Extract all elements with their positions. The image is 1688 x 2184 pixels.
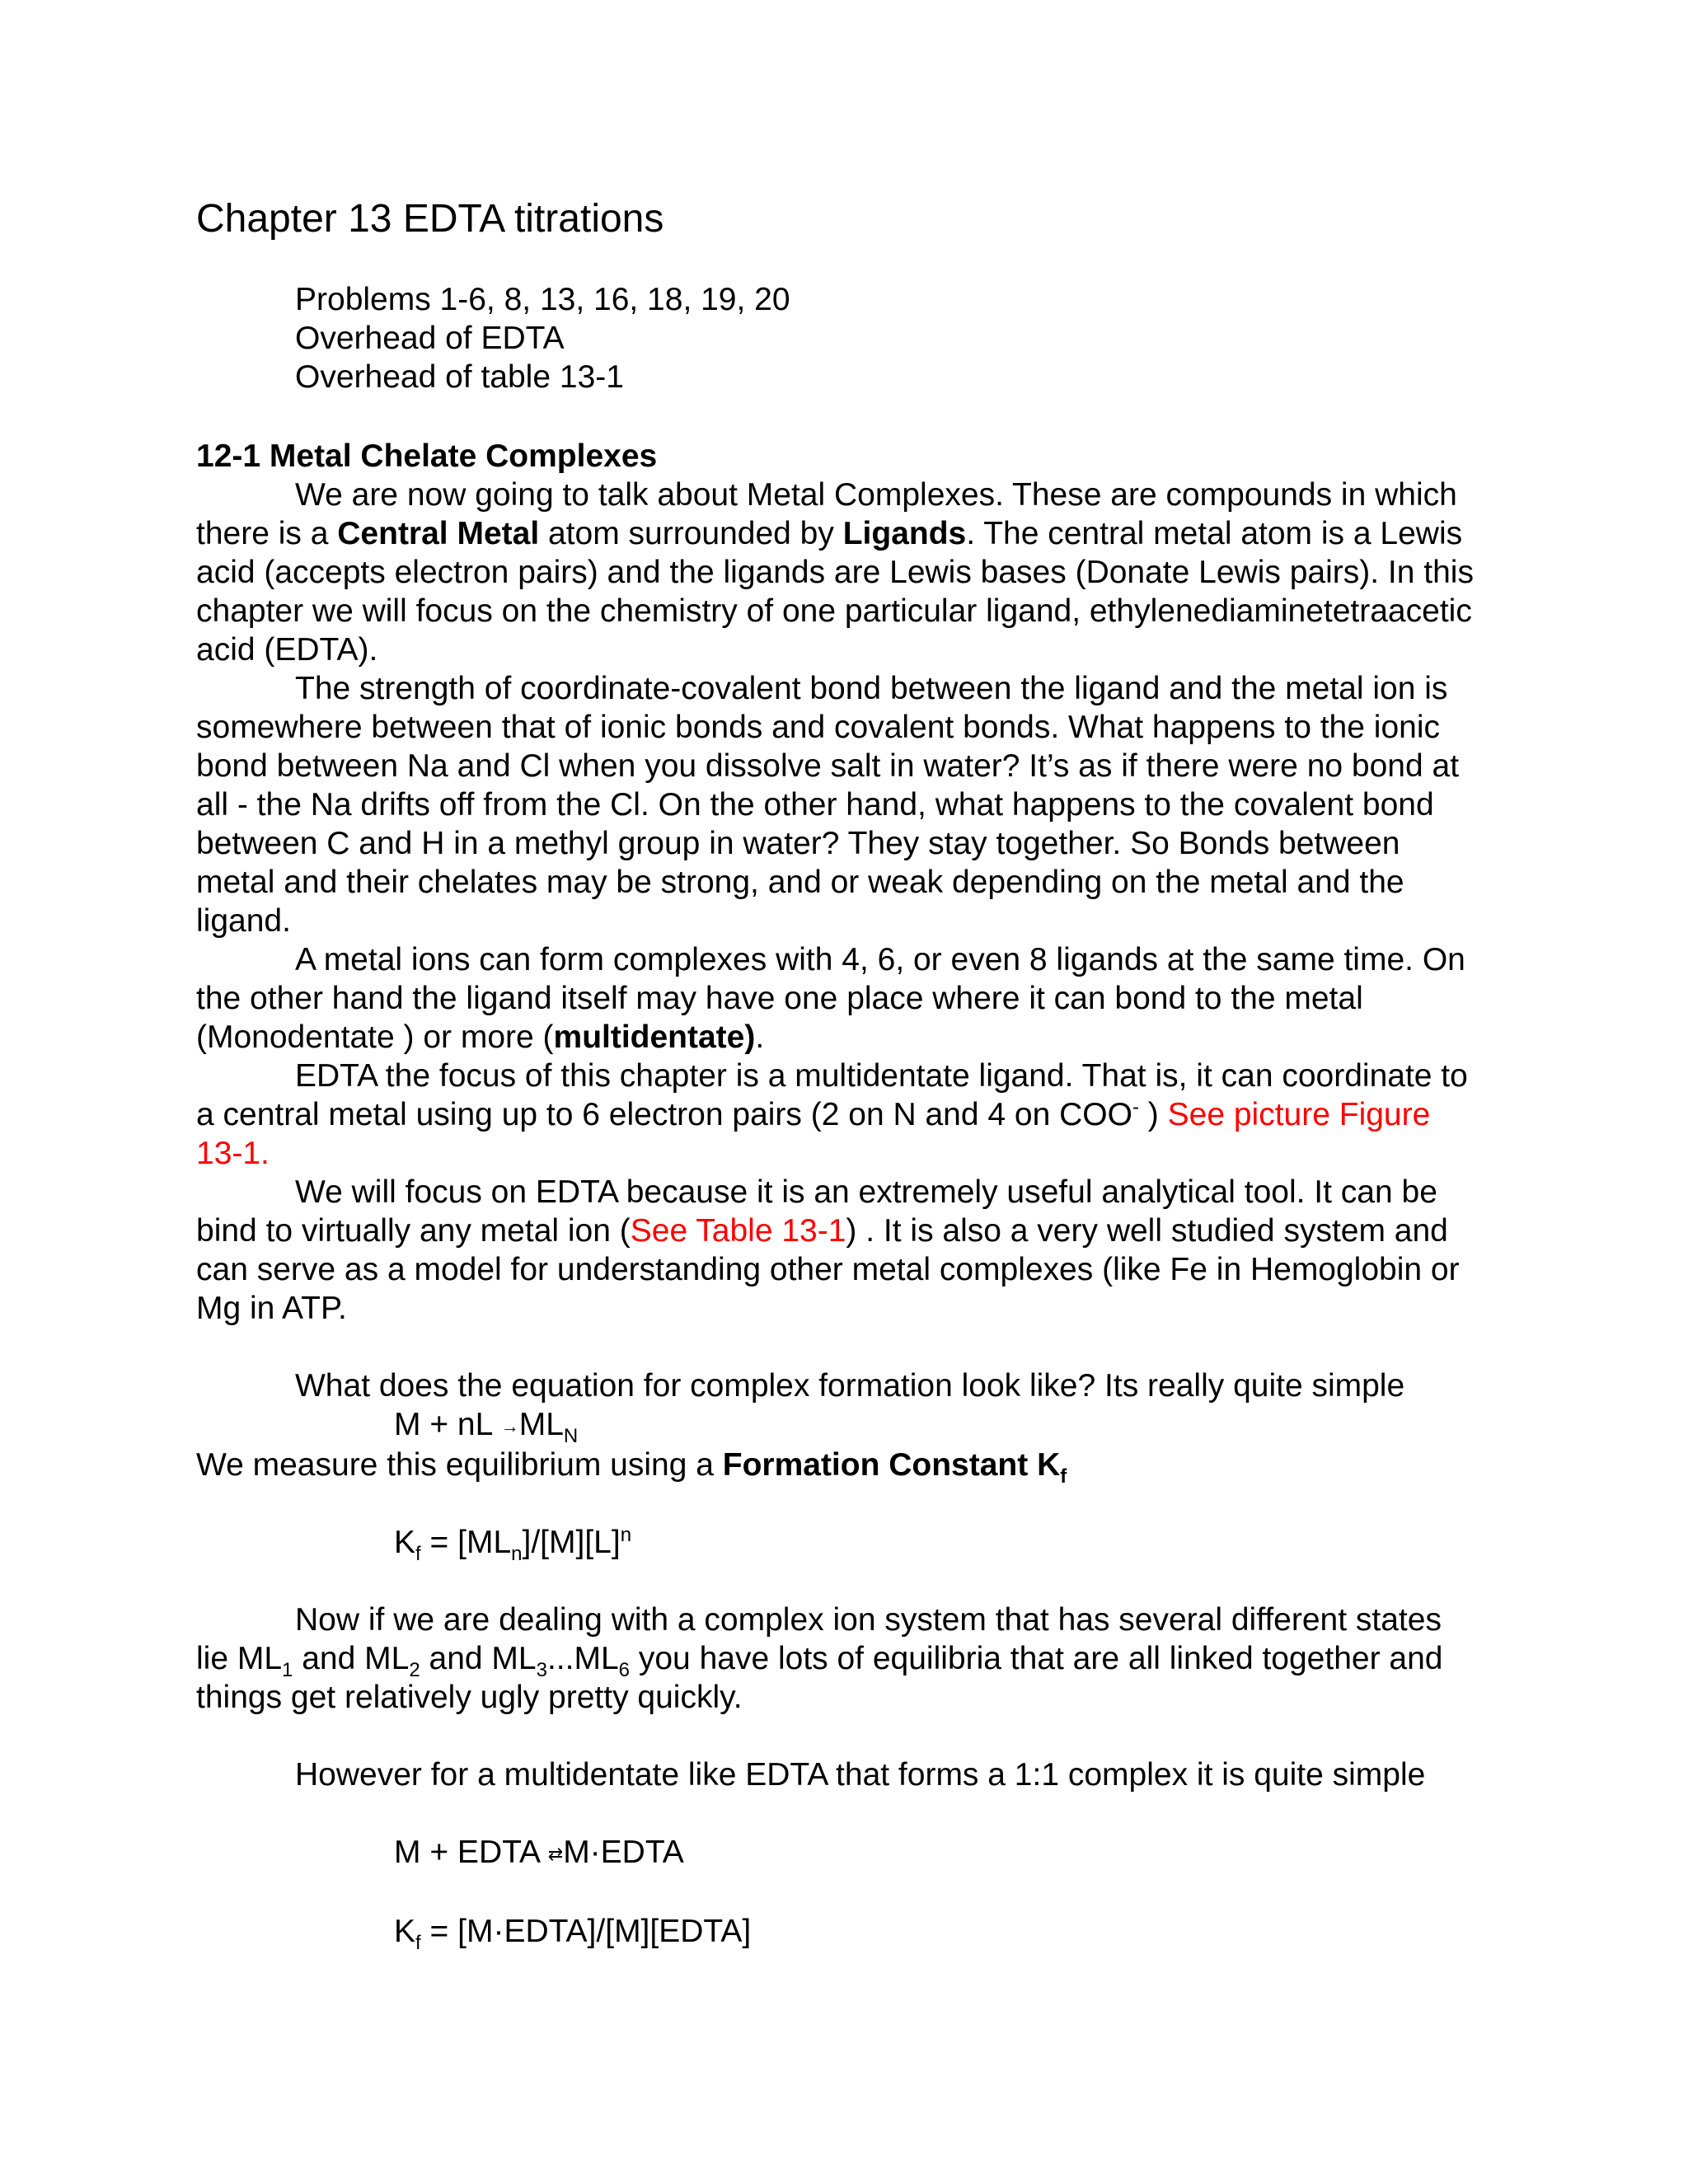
equation-complex-formation (394, 1405, 1482, 1446)
section-heading: 12-1 Metal Chelate Complexes (196, 438, 658, 474)
bold-term-formation-constant (722, 1447, 1067, 1488)
text: We are now going to talk about Metal Complexes. These are compounds in which there is a (196, 477, 1457, 551)
text: and ML (293, 1641, 410, 1677)
equation-kf-general (394, 1523, 1482, 1565)
text: EDTA the focus of this chapter is a multidentate ligand. That is, it can coordinate to a central metal using up to 6 electron pairs (2 on N and 4 on COO (196, 1058, 1468, 1132)
text: you have lots of equilibria that are all linked together and things get relatively ugly pretty quickly. (196, 1641, 1443, 1716)
bold-term-multidentate: multidentate) (553, 1019, 756, 1055)
spacer (196, 1794, 1482, 1833)
text: = [ML (420, 1525, 512, 1561)
text: ]/[M][L] (522, 1525, 621, 1561)
text: ML (518, 1407, 564, 1442)
paragraph-metal-complexes (196, 476, 1482, 669)
subscript: n (511, 1543, 523, 1565)
text: M + nL (394, 1407, 501, 1442)
text: M·EDTA (563, 1835, 684, 1871)
spacer (196, 1717, 1482, 1755)
superscript: n (620, 1524, 632, 1547)
equation-kf-edta (394, 1912, 1482, 1955)
text: . (755, 1019, 765, 1055)
paragraph-edta-tool (196, 1173, 1482, 1328)
paragraph-bond-strength: The strength of coordinate-covalent bond between the ligand and the metal ion is somewhere between that of ionic bonds and covalent bonds. What happens to the ionic bond between Na and Cl when you dissolve salt in water? It’s as if there were no bond at all - the Na drifts off from the Cl. On the other hand, what happens to the covalent bond between C and H in a methyl group in water? They stay together. So Bonds between metal and their chelates may be strong, and or weak depending on the metal and the ligand. (196, 671, 1460, 939)
text: A metal ions can form complexes with 4, 6, or even 8 ligands at the same time. On the other hand the ligand itself may have one place where it can bond to the metal (Monodentate ) or more ( (196, 942, 1465, 1055)
assignment-list (295, 280, 1482, 396)
paragraph-formation-constant (196, 1446, 1482, 1488)
text: and ML (420, 1641, 537, 1677)
text: Now if we are dealing with a complex ion system that has several different states lie ML (196, 1602, 1442, 1677)
text: ...ML (546, 1641, 619, 1677)
subscript: f (415, 1543, 421, 1565)
equation-edta-complex (394, 1833, 1482, 1873)
text: atom surrounded by (539, 516, 843, 551)
subscript: 1 (282, 1659, 293, 1681)
paragraph-dentate (196, 940, 1482, 1057)
paragraph-linked-equilibria (196, 1601, 1482, 1717)
text: We will focus on EDTA because it is an extremely useful analytical tool. It can be bind to virtually any metal ion ( (196, 1174, 1437, 1249)
text: K (394, 1914, 416, 1950)
paragraph-edta-simple: However for a multidentate like EDTA that forms a 1:1 complex it is quite simple (295, 1757, 1426, 1793)
equilibrium-arrow-icon: ⇄ (547, 1844, 564, 1865)
figure-reference: See picture Figure 13-1. (196, 1097, 1431, 1171)
text: ) (1138, 1097, 1168, 1132)
table-reference: See Table 13-1 (630, 1213, 846, 1249)
document-page (196, 194, 1482, 1955)
text: ) . It is also a very well studied system and can serve as a model for understanding other metal complexes (like Fe in Hemoglobin or Mg in ATP. (196, 1213, 1460, 1326)
assignment-overhead-table: Overhead of table 13-1 (295, 359, 624, 395)
bold-term-ligands: Ligands (842, 516, 967, 551)
text: We measure this equilibrium using a (196, 1447, 723, 1483)
text: . The central metal atom is a Lewis acid (accepts electron pairs) and the ligands are Lewis bases (Donate Lewis pairs). In this chapter we will focus on the chemistry of one particular ligand, ethylenediaminetetraacetic acid (EDTA). (196, 516, 1474, 668)
spacer (196, 1562, 1482, 1601)
paragraph-edta-multidentate (196, 1057, 1482, 1173)
subscript: f (1060, 1465, 1067, 1488)
spacer (196, 1328, 1482, 1366)
text: K (394, 1525, 416, 1561)
subscript: f (415, 1932, 421, 1955)
subscript: N (563, 1424, 579, 1447)
subscript: 2 (409, 1659, 420, 1681)
paragraph-equation-intro: What does the equation for complex formation look like? Its really quite simple (295, 1368, 1405, 1404)
arrow-icon: → (500, 1416, 519, 1437)
assignment-overhead-edta: Overhead of EDTA (295, 321, 565, 356)
text: Formation Constant K (722, 1447, 1061, 1483)
subscript: 3 (536, 1659, 547, 1681)
chapter-title: Chapter 13 EDTA titrations (196, 197, 664, 241)
text: M + EDTA (394, 1835, 548, 1871)
spacer (196, 1873, 1482, 1912)
superscript: - (1132, 1096, 1139, 1118)
assignment-problems: Problems 1-6, 8, 13, 16, 18, 19, 20 (295, 282, 790, 317)
subscript: 6 (618, 1659, 631, 1681)
bold-term-central-metal: Central Metal (337, 516, 540, 551)
spacer (196, 1484, 1482, 1523)
text: = [M·EDTA]/[M][EDTA] (420, 1914, 752, 1950)
